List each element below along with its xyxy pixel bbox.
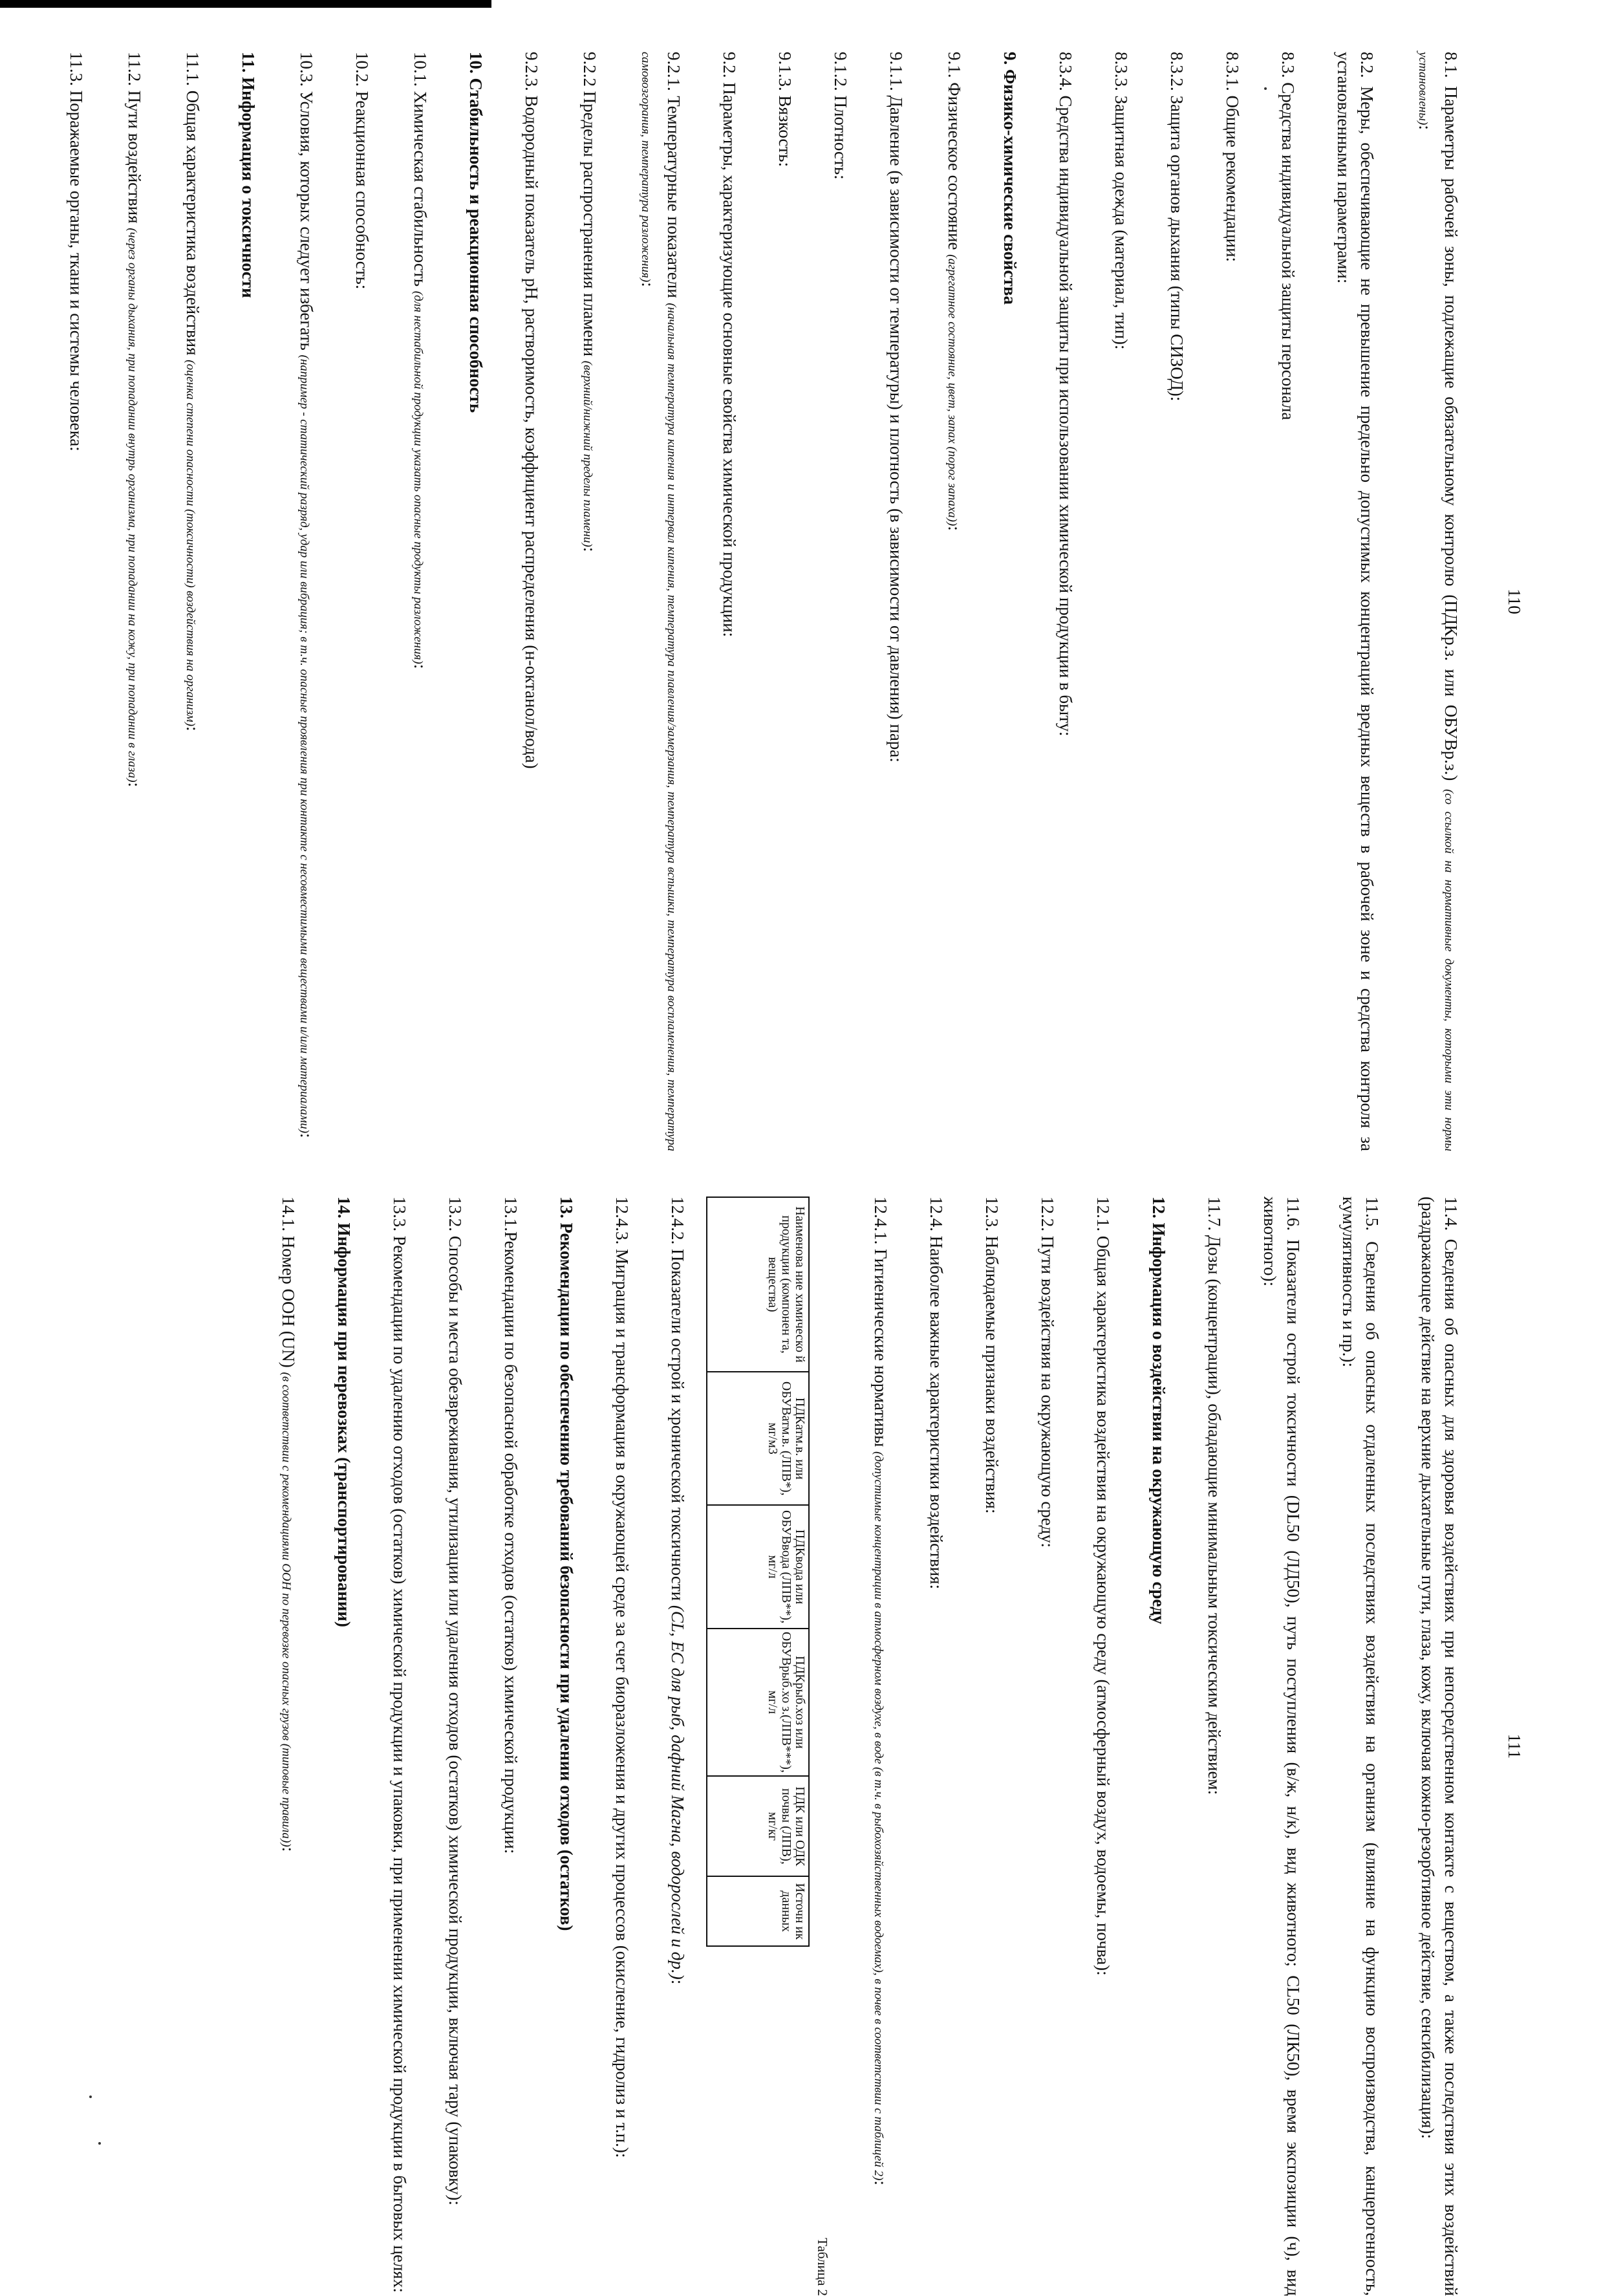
table-header-cell: ПДКвода или ОБУВвода (ЛПВ**), мг/л (707, 1505, 809, 1628)
field-line: 10.1. Химическая стабильность (для нестабильной продукции указать опасные продукты разложения): (411, 52, 430, 669)
field-line: 9.1.2. Плотность: (831, 52, 850, 180)
page-number: 110 (1505, 589, 1524, 614)
field-line: 11.1. Общая характеристика воздействия (оценка степени опасности (токсичности) воздействия на организм): (183, 52, 202, 731)
field-line: 11.6. Показатели острой токсичности (DL50 (ЛД50), путь поступления (в/ж, н/к), вид животного; CL50 (ЛК50), время экспозиции (ч), вид животного): (1260, 1197, 1303, 2296)
table-header-cell: ПДКрыб.хоз или ОБУВрыб.хо з.(ЛПВ***), мг/л (707, 1629, 809, 1777)
field-line: 11.2. Пути воздействия (через органы дыхания, при попадании внутрь организма, при попадании на кожу, при попадании в глаза): (125, 52, 144, 788)
scan-speck (89, 2096, 92, 2098)
field-line: 8.3.1. Общие рекомендации: (1223, 52, 1242, 263)
table-caption: Таблица 2 (815, 2238, 830, 2296)
field-line: 13.3. Рекомендации по удалению отходов (остатков) химической продукции и упаковки, при применении химической продукции в бытовых целях: (390, 1197, 409, 2293)
field-line: 9.1. Физическое состояние (агрегатное состояние, цвет, запах (порог запаха)): (945, 52, 964, 531)
field-line: 10.2. Реакционная способность: (352, 52, 372, 290)
field-line: 9.2. Параметры, характеризующие основные свойства химической продукции: (720, 52, 739, 638)
field-line: 11.3. Поражаемые органы, ткани и системы человека: (67, 52, 86, 451)
field-line: 9.1.3. Вязкость: (775, 52, 795, 168)
field-line: 12.4.3. Миграция и трансформация в окружающей среде за счет биоразложения и других процессов (окисление, гидролиз и т.п.): (612, 1197, 632, 2158)
table-header-cell: ПДК или ОДК почвы (ЛПВ), мг/кг (707, 1776, 809, 1876)
field-line: 11.7. Дозы (концентрации), обладающие минимальным токсическим действием: (1205, 1197, 1224, 1795)
scan-speck (98, 2142, 101, 2145)
field-line: 8.3.3. Защитная одежда (материал, тип): (1112, 52, 1131, 350)
page-111-text-after-table (274, 1197, 689, 2296)
field-line: 12.4.2. Показатели острой и хронической токсичности (CL, EC для рыб, дафний Магна, водорослей и др.): (668, 1197, 687, 1985)
field-line: 12.3. Наблюдаемые признаки воздействия: (982, 1197, 1002, 1514)
table-header-cell: Источн ик данных (707, 1876, 809, 1946)
page-110 (32, 52, 1526, 1151)
section-heading: 13. Рекомендации по обеспечению требований безопасности при удалении отходов (остатков) (557, 1197, 576, 1931)
field-line: 9.1.1. Давление (в зависимости от температуры) и плотность (в зависимости от давления) пара: (887, 52, 906, 763)
field-line: 10.3. Условия, которых следует избегать (например - статический разряд, удар или вибрация; в т.ч. опасные проявления при контакте с несовместимыми веществами и/или материалами): (297, 52, 316, 1138)
field-line: 8.2. Меры, обеспечивающие не превышение предельно допустимых концентраций вредных веществ в рабочей зоне и средства контроля за установленными параметрами: (1334, 52, 1377, 1151)
table-header-cell: ПДКатм.в. или ОБУВатм.в. (ЛПВ*), мг/м3 (707, 1372, 809, 1506)
scan-edge-mark (0, 0, 491, 8)
page-111 (242, 1197, 1526, 2296)
field-line: 9.2.2 Пределы распространения пламени (верхний/нижний пределы пламени): (580, 52, 599, 552)
field-line: 11.4. Сведения об опасных для здоровья воздействиях при непосредственном контакте с веществом, а также последствия этих воздействий (раздражающее действие на верхние дыхательные пути, глаза, кожу, включая кожно-резорбтивное действие, сенсибилизация): (1418, 1197, 1461, 2296)
field-line: 14.1. Номер ООН (UN) (в соответствии с рекомендациями ООН по перевозке опасных грузов (типовые правила)): (279, 1197, 298, 1852)
page-111-text-before-table (866, 1197, 1463, 2296)
section-heading: 12. Информация о воздействии на окружающую среду (1149, 1197, 1168, 1625)
field-line: 9.2.3. Водородный показатель pH, растворимость, коэффициент распределения (н-октанол/вода) (522, 52, 541, 769)
section-heading: 10. Стабильность и реакционная способность (466, 52, 486, 413)
table-header-cell: Наименова ние химическо й продукции (компонен та, вещества) (707, 1197, 809, 1372)
page-110-text (65, 52, 1463, 1151)
field-line: 12.4. Наиболее важные характеристики воздействия: (927, 1197, 946, 1590)
field-line: 8.3.2. Защита органов дыхания (типы СИЗОД): (1167, 52, 1187, 402)
field-line: 8.3.4. Средства индивидуальной защиты при использовании химической продукции в быту: (1056, 52, 1075, 737)
section-heading: 9. Физико-химические свойства (1000, 52, 1020, 305)
field-line: 13.1.Рекомендации по безопасной обработке отходов (остатков) химической продукции: (501, 1197, 521, 1854)
field-line: 8.1. Параметры рабочей зоны, подлежащие обязательному контролю (ПДКр.з. или ОБУВр.з.) (со ссылкой на нормативные документы, которыми эти нормы установлены): (1415, 52, 1461, 1152)
field-line: 13.2. Способы и места обезвреживания, утилизации или удаления отходов (остатков) химической продукции, включая тару (упаковку): (446, 1197, 465, 2205)
field-line: 12.2. Пути воздействия на окружающую среду: (1038, 1197, 1057, 1548)
field-line: 12.1. Общая характеристика воздействия на окружающую среду (атмосферный воздух, водоемы, почва): (1093, 1197, 1113, 1976)
field-line: 11.5. Сведения об опасных отдаленных последствиях воздействия на организм (влияние на функцию воспроизводства, канцерогенность, кумулятивность и пр.): (1339, 1197, 1382, 2296)
section-heading: 11. Информация о токсичности (239, 52, 258, 298)
hygienic-standards-table (706, 1197, 810, 1947)
section-heading: 14. Информация при перевозках (транспортировании) (334, 1197, 354, 1627)
table-header-row (707, 1197, 809, 1946)
field-line: 8.3. Средства индивидуальной защиты персонала (1278, 52, 1298, 420)
field-line: 12.4.1. Гигиенические нормативы (допустимые концентрации в атмосферном воздухе, в воде (в т.ч. в рыбохозяйственных водоемах), в почве в соответствии с таблицей 2): (871, 1197, 890, 2185)
page-number: 111 (1505, 1733, 1524, 1759)
field-line: 9.2.1. Температурные показатели (начальная температура кипения и интервал кипения, температура плавления/замерзания, температура вспышки, температура воспламенения, температура самовозгорания, температура разложения): (638, 52, 683, 1152)
